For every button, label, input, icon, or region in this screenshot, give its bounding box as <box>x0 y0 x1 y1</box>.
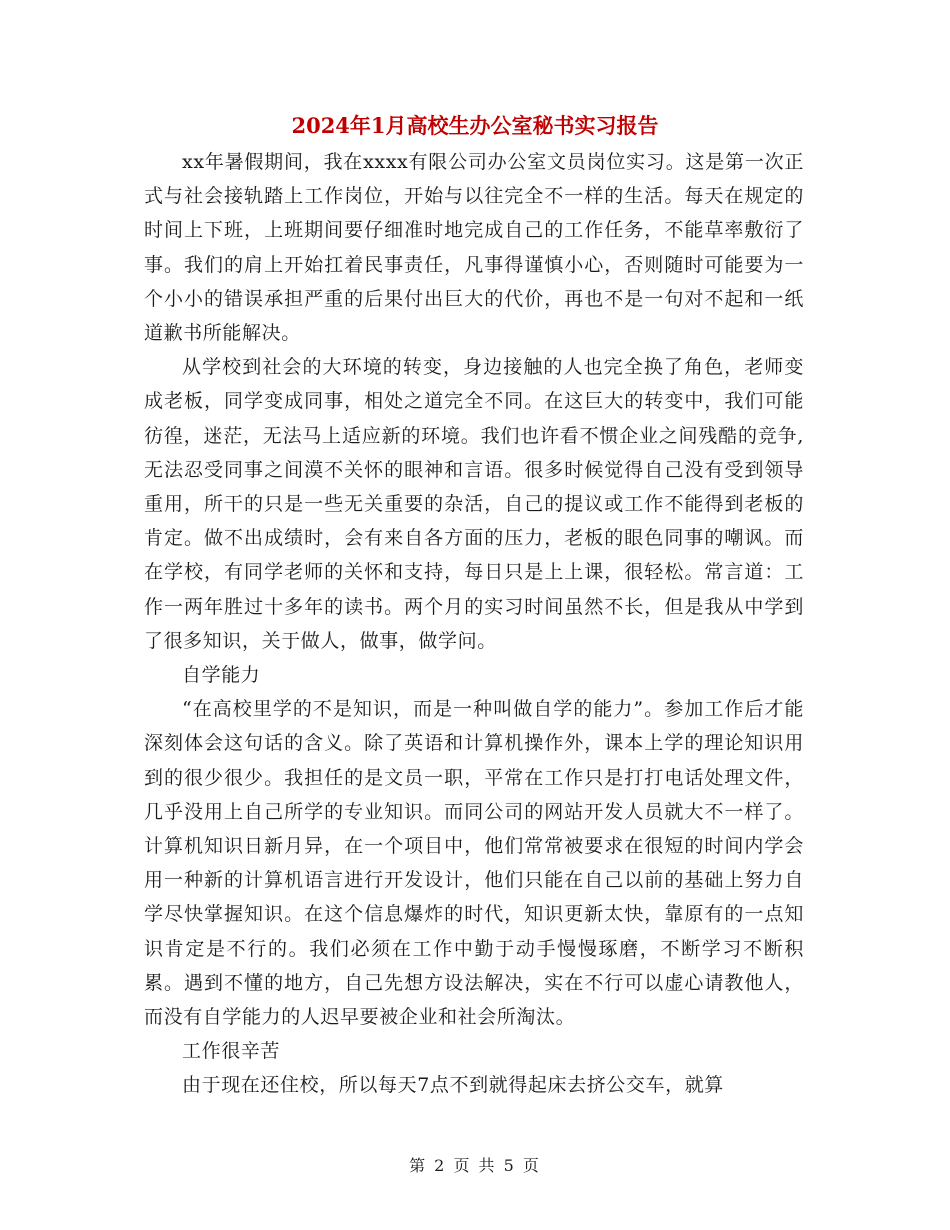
paragraph-self-study: “在高校里学的不是知识，而是一种叫做自学的能力”。参加工作后才能深刻体会这句话的含义。除了英语和计算机操作外，课本上学的理论知识用到的很少很少。我担任的是文员一职，平常在工作只是打打电话处理文件，几乎没用上自己所学的专业知识。而同公司的网站开发人员就大不一样了。计算机知识日新月异，在一个项目中，他们常常被要求在很短的时间内学会用一种新的计算机语言进行开发设计，他们只能在自己以前的基础上努力自学尽快掌握知识。在这个信息爆炸的时代，知识更新太快，靠原有的一点知识肯定是不行的。我们必须在工作中勤于动手慢慢琢磨，不断学习不断积累。遇到不懂的地方，自己先想方设法解决，实在不行可以虚心请教他人，而没有自学能力的人迟早要被企业和社会所淘汰。 <box>144 698 804 1029</box>
paragraph-hard-work: 由于现在还住校，所以每天7点不到就得起床去挤公交车，就算 <box>182 1074 724 1097</box>
section-heading-self-study: 自学能力 <box>182 664 261 687</box>
document-body <box>144 145 804 1103</box>
section-heading-hard-work: 工作很辛苦 <box>182 1040 281 1063</box>
document-title: 2024年1月高校生办公室秘书实习报告 <box>291 113 659 138</box>
paragraph-intro: xx年暑假期间，我在xxxx有限公司办公室文员岗位实习。这是第一次正式与社会接轨踏上工作岗位，开始与以往完全不一样的生活。每天在规定的时间上下班，上班期间要仔细准时地完成自己的工作任务，不能草率敷衍了事。我们的肩上开始扛着民事责任，凡事得谨慎小心，否则随时可能要为一个小小的错误承担严重的后果付出巨大的代价，再也不是一句对不起和一纸道歉书所能解决。 <box>144 151 804 345</box>
paragraph-transition: 从学校到社会的大环境的转变，身边接触的人也完全换了角色，老师变成老板，同学变成同事，相处之道完全不同。在这巨大的转变中，我们可能彷徨，迷茫，无法马上适应新的环境。我们也许看不惯企业之间残酷的竞争,无法忍受同事之间漠不关怀的眼神和言语。很多时候觉得自己没有受到领导重用，所干的只是一些无关重要的杂活，自己的提议或工作不能得到老板的肯定。做不出成绩时，会有来自各方面的压力，老板的眼色同事的嘲讽。而在学校，有同学老师的关怀和支持，每日只是上上课，很轻松。常言道：工作一两年胜过十多年的读书。两个月的实习时间虽然不长，但是我从中学到了很多知识，关于做人，做事，做学问。 <box>144 356 804 652</box>
page-number-footer: 第 2 页 共 5 页 <box>409 1156 541 1175</box>
